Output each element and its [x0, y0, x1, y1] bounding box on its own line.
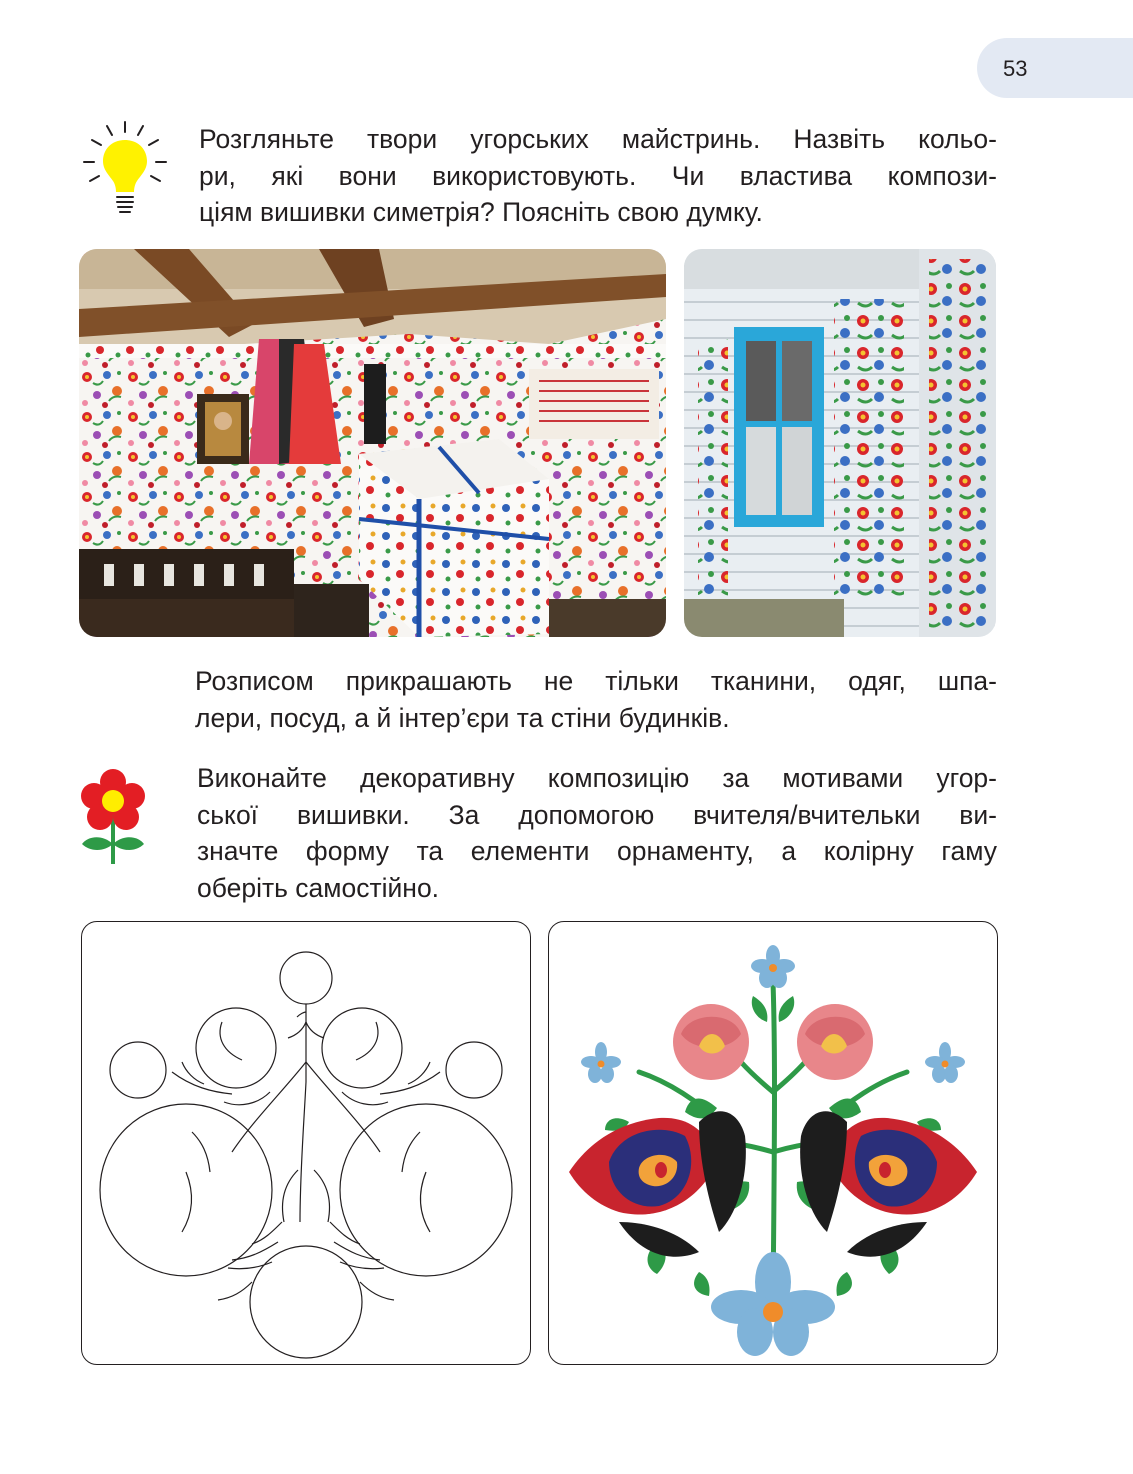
intro-line: ціям вишивки симетрія? Поясніть свою думку. [199, 197, 763, 227]
intro-text [199, 121, 997, 231]
task-line: значте форму та елементи орнаменту, а колірну гаму [197, 836, 997, 866]
intro-line: Розгляньте твори угорських майстринь. Назвіть кольо- [199, 124, 997, 154]
page-number-tab [977, 38, 1133, 98]
task-line: Виконайте декоративну композицію за мотивами угор- [197, 763, 997, 793]
painted-house-wall-photo [684, 249, 996, 637]
outline-sketch-frame [81, 921, 531, 1365]
lightbulb-icon [80, 118, 170, 218]
page-number: 53 [1003, 56, 1028, 81]
hungarian-embroidery-ornament [549, 922, 997, 1364]
flower-icon [80, 768, 146, 868]
task-line: оберіть самостійно. [197, 872, 440, 903]
ornament-outline-drawing [82, 922, 530, 1364]
intro-line: ри, які вони використовують. Чи властива компози- [199, 160, 997, 191]
note-line: лери, посуд, а й інтер’єри та стіни будинків. [195, 702, 730, 733]
colored-ornament-frame [548, 921, 998, 1365]
note-text [195, 663, 997, 736]
task-line: ської вишивки. За допомогою вчителя/вчительки ви- [197, 799, 997, 830]
note-line: Розписом прикрашають не тільки тканини, одяг, шпа- [195, 666, 997, 696]
painted-interior-photo [79, 249, 666, 637]
task-text [197, 760, 997, 906]
